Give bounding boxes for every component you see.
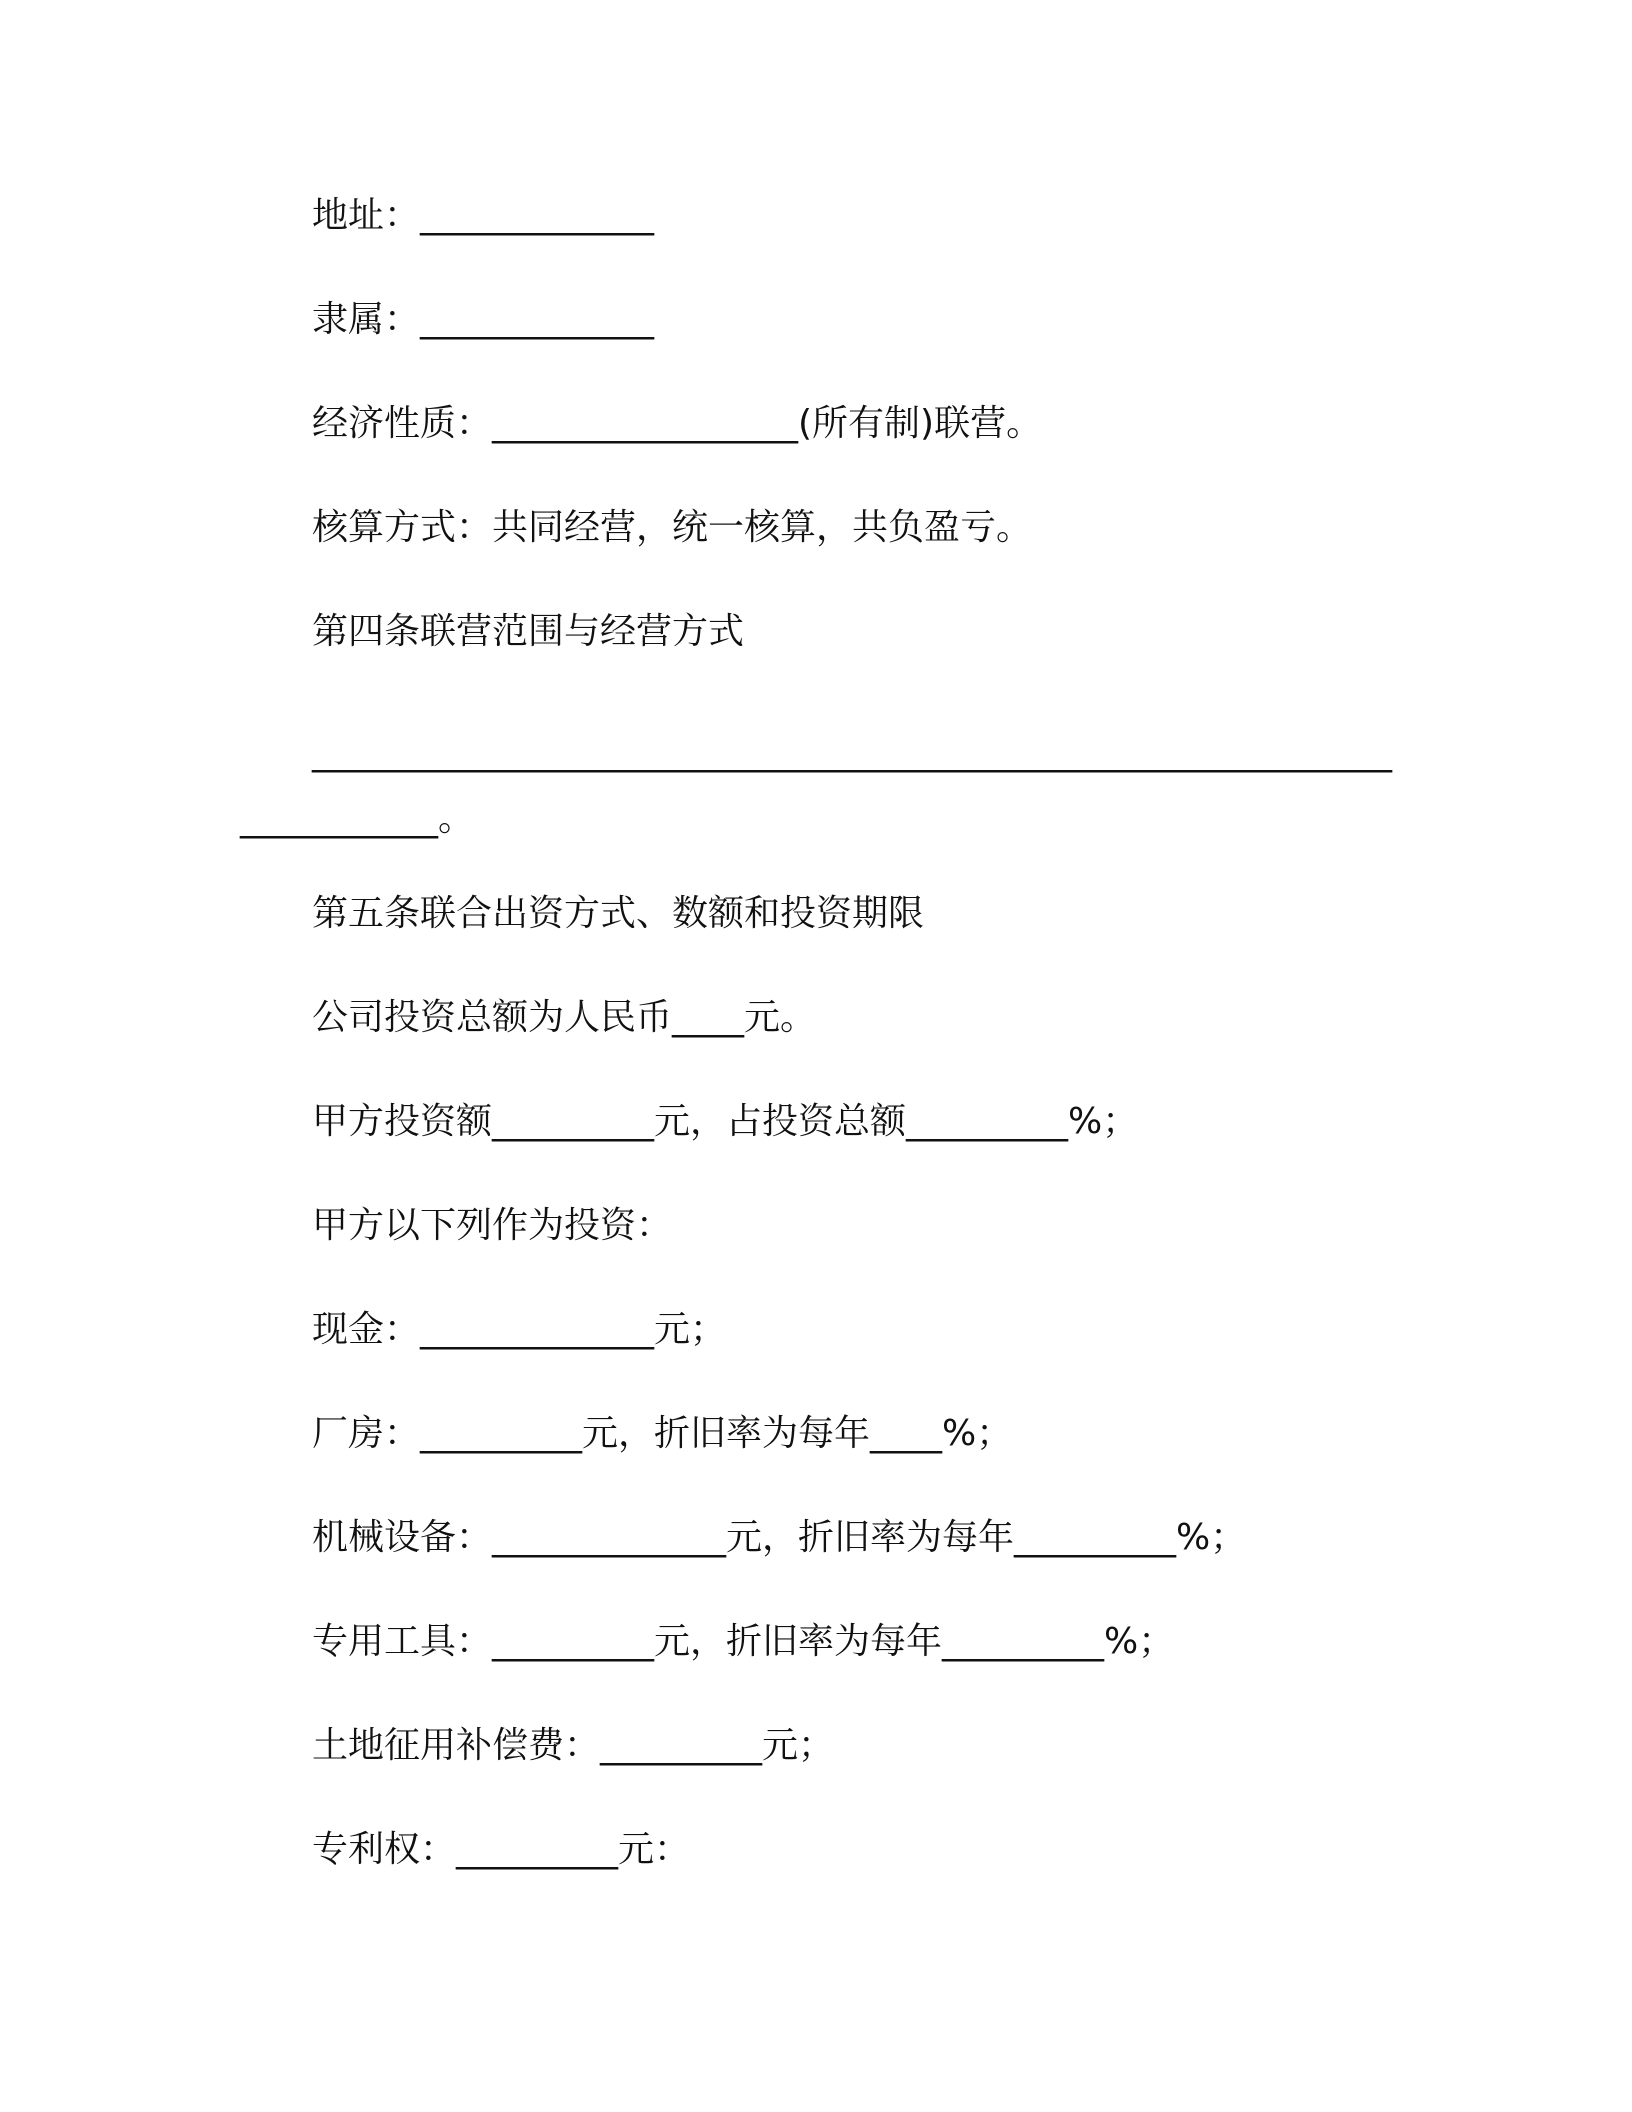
machinery-line: 机械设备：_____________元，折旧率为每年_________%； — [312, 1517, 1247, 1558]
party-a-items-intro: 甲方以下列作为投资： — [312, 1205, 673, 1246]
scope-blank-line-end: ___________。 — [240, 798, 475, 839]
economic-nature-line: 经济性质：_________________(所有制)联营。 — [312, 403, 1043, 444]
article-5-heading: 第五条联合出资方式、数额和投资期限 — [312, 893, 925, 934]
scope-blank-line: ____________________________________________________________ — [312, 732, 1392, 773]
affiliation-line: 隶属：_____________ — [312, 299, 655, 340]
land-compensation-line: 土地征用补偿费：_________元； — [312, 1725, 835, 1766]
address-line: 地址：_____________ — [312, 195, 655, 236]
cash-line: 现金：_____________元； — [312, 1309, 727, 1350]
party-a-investment-line: 甲方投资额_________元，占投资总额_________%； — [312, 1101, 1139, 1142]
special-tools-line: 专用工具：_________元，折旧率为每年_________%； — [312, 1621, 1175, 1662]
article-4-heading: 第四条联营范围与经营方式 — [312, 611, 745, 652]
total-investment-line: 公司投资总额为人民币____元。 — [312, 997, 817, 1038]
patent-line: 专利权：_________元： — [312, 1829, 691, 1870]
plant-line: 厂房：_________元，折旧率为每年____%； — [312, 1413, 1013, 1454]
accounting-method-line: 核算方式：共同经营，统一核算，共负盈亏。 — [312, 507, 1033, 548]
